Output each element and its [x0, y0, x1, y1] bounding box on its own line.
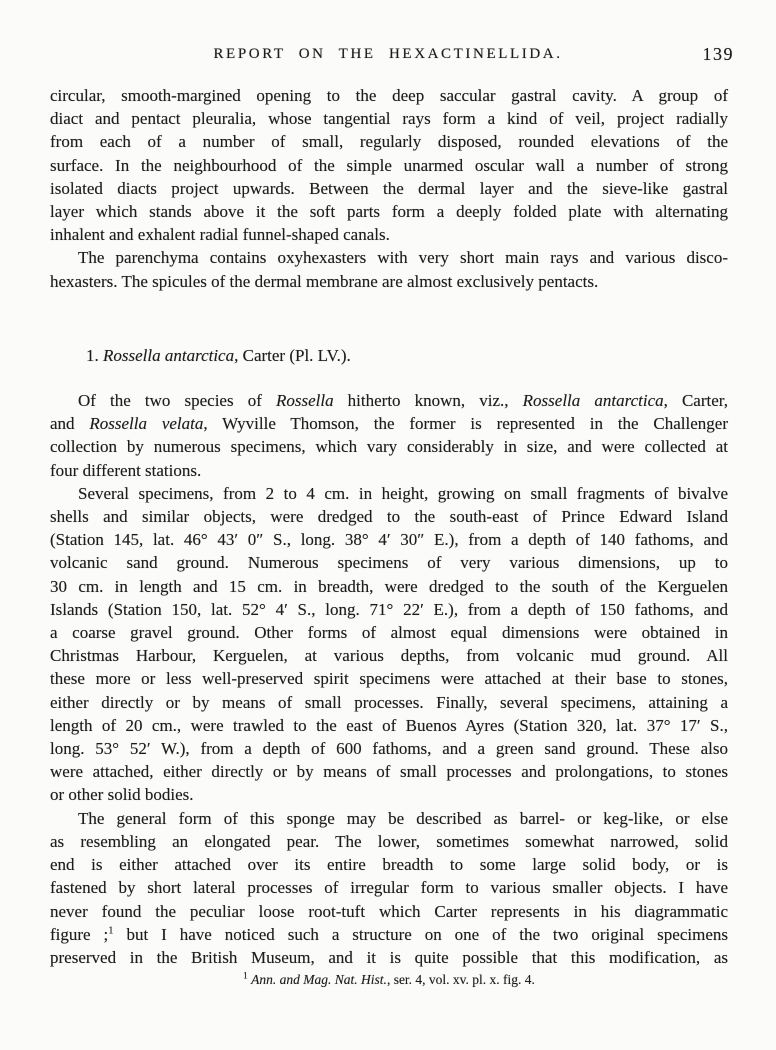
- text-line: Several specimens, from 2 to 4 cm. in height, growing on small fragments of bivalve: [78, 483, 728, 503]
- text-line: 30 cm. in length and 15 cm. in breadth, were dredged to the south of the Kerguelen: [50, 576, 728, 596]
- text-line: The parenchyma contains oxyhexasters with very short main rays and various disco-: [78, 248, 728, 268]
- text-line: long. 53° 52′ W.), from a depth of 600 fathoms, and a green sand ground. These also: [50, 739, 728, 759]
- species-heading: 1. Rossella antarctica, Carter (Pl. LV.).: [86, 345, 351, 365]
- text-line: from each of a number of small, regularly disposed, rounded elevations of the: [50, 132, 728, 152]
- text-line: shells and similar objects, were dredged to the south-east of Prince Edward Island: [50, 507, 728, 527]
- text-line: hexasters. The spicules of the dermal membrane are almost exclusively pentacts.: [50, 271, 599, 291]
- text-line: Of the two species of Rossella hitherto known, viz., Rossella antarctica, Carter,: [78, 391, 729, 411]
- text-line: The general form of this sponge may be described as barrel- or keg-like, or else: [78, 808, 728, 828]
- page-number: 139: [702, 44, 734, 64]
- text-line: were attached, either directly or by means of small processes and prolongations, to stones: [50, 762, 728, 782]
- paragraph-parenchyma: [50, 246, 728, 292]
- paragraph-continuation: [50, 84, 728, 246]
- text-line: layer which stands above it the soft parts form a deeply folded plate with alternating: [50, 202, 728, 222]
- text-line: surface. In the neighbourhood of the simple unarmed oscular wall a number of strong: [50, 155, 728, 175]
- text-line: collection by numerous specimens, which vary considerably in size, and were collected at: [50, 437, 728, 457]
- text-line: as resembling an elongated pear. The lower, sometimes somewhat narrowed, solid: [50, 831, 728, 851]
- text-line: inhalent and exhalent radial funnel-shaped canals.: [50, 225, 390, 245]
- text-line: Islands (Station 150, lat. 52° 4′ S., long. 71° 22′ E.), from a depth of 150 fathoms, and: [50, 599, 728, 619]
- paragraph-general-form: [50, 807, 728, 969]
- running-head-title: REPORT ON THE HEXACTINELLIDA.: [213, 46, 563, 62]
- text-line: either directly or by means of small processes. Finally, several specimens, attaining a: [50, 692, 728, 712]
- text-line: or other solid bodies.: [50, 785, 194, 805]
- text-line: figure ;$^1$ but I have noticed such a structure on one of the two original specimens: [50, 924, 728, 944]
- text-line: and Rossella velata, Wyville Thomson, the former is represented in the Challenger: [50, 414, 729, 434]
- text-line: a coarse gravel ground. Other forms of almost equal dimensions were obtained in: [50, 623, 728, 643]
- text-line: these more or less well-preserved spirit specimens were attached at their base to stones,: [50, 669, 728, 689]
- paragraph-species-overview: [50, 389, 728, 482]
- text-line: Christmas Harbour, Kerguelen, at various depths, from volcanic mud ground. All: [50, 646, 728, 666]
- text-line: end is either attached over its entire breadth to some large solid body, or is: [50, 855, 728, 875]
- text-line: circular, smooth-margined opening to the deep saccular gastral cavity. A group of: [50, 86, 728, 105]
- text-line: preserved in the British Museum, and it is quite possible that this modification, as: [50, 947, 728, 967]
- text-line: diact and pentact pleuralia, whose tangential rays form a kind of veil, project radially: [50, 109, 728, 129]
- text-line: fastened by short lateral processes of irregular form to various smaller objects. I have: [50, 878, 728, 898]
- text-line: isolated diacts project upwards. Between the dermal layer and the sieve-like gastral: [50, 178, 728, 198]
- text-line: four different stations.: [50, 460, 202, 480]
- paragraph-specimens-stations: [50, 482, 728, 807]
- page-body-text: [50, 84, 728, 988]
- text-line: volcanic sand ground. Numerous specimens of very various dimensions, up to: [50, 553, 728, 573]
- text-line: never found the peculiar loose root-tuft which Carter represents in his diagrammatic: [50, 901, 728, 921]
- text-line: (Station 145, lat. 46° 43′ 0″ S., long. 38° 4′ 30″ E.), from a depth of 140 fathoms, and: [50, 530, 728, 550]
- text-line: length of 20 cm., were trawled to the east of Buenos Ayres (Station 320, lat. 37° 17′ S.,: [50, 715, 728, 735]
- footnote: $^1$ Ann. and Mag. Nat. Hist., ser. 4, vol. xv. pl. x. fig. 4.: [243, 971, 535, 988]
